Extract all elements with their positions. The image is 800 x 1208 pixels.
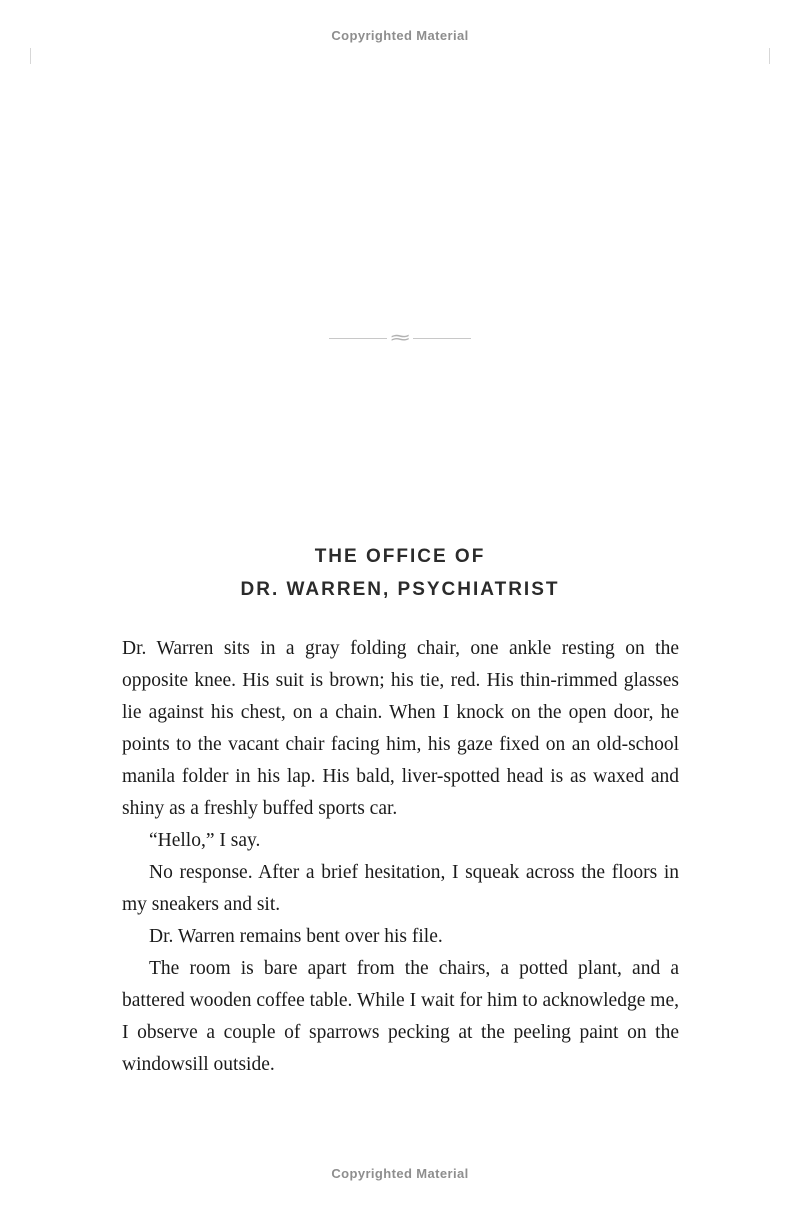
chapter-title-line1: THE OFFICE OF — [314, 546, 486, 567]
section-divider — [0, 330, 800, 347]
paragraph: The room is bare apart from the chairs, a potted plant, and a battered wooden coffee table. While I wait for him to acknowledge me, I observe a couple of sparrows pecking at the peeling paint on the windowsill outside. — [122, 958, 679, 1075]
paragraph: No response. After a brief hesitation, I squeak across the floors in my sneakers and sit. — [122, 862, 679, 915]
page-edge-mark-left — [30, 48, 31, 64]
body-text — [122, 633, 679, 1081]
paragraph: Dr. Warren remains bent over his file. — [149, 926, 443, 947]
copyright-watermark-top: Copyrighted Material — [331, 28, 469, 43]
page-edge-mark-right — [769, 48, 770, 64]
wave-ornament-icon: ≈ — [388, 328, 412, 348]
paragraph: Dr. Warren sits in a gray folding chair, one ankle resting on the opposite knee. His suit is brown; his tie, red. His thin-rimmed glasses lie against his chest, on a chain. When I knock on the open door, he points to the vacant chair facing him, his gaze fixed on an old-school manila folder in his lap. His bald, liver-spotted head is as waxed and shiny as a freshly buffed sports car. — [122, 638, 679, 819]
paragraph: “Hello,” I say. — [149, 830, 261, 851]
divider-rule-right — [413, 338, 471, 339]
chapter-title — [0, 540, 800, 606]
chapter-title-line2: DR. WARREN, PSYCHIATRIST — [240, 579, 560, 600]
copyright-watermark-bottom: Copyrighted Material — [331, 1166, 469, 1181]
